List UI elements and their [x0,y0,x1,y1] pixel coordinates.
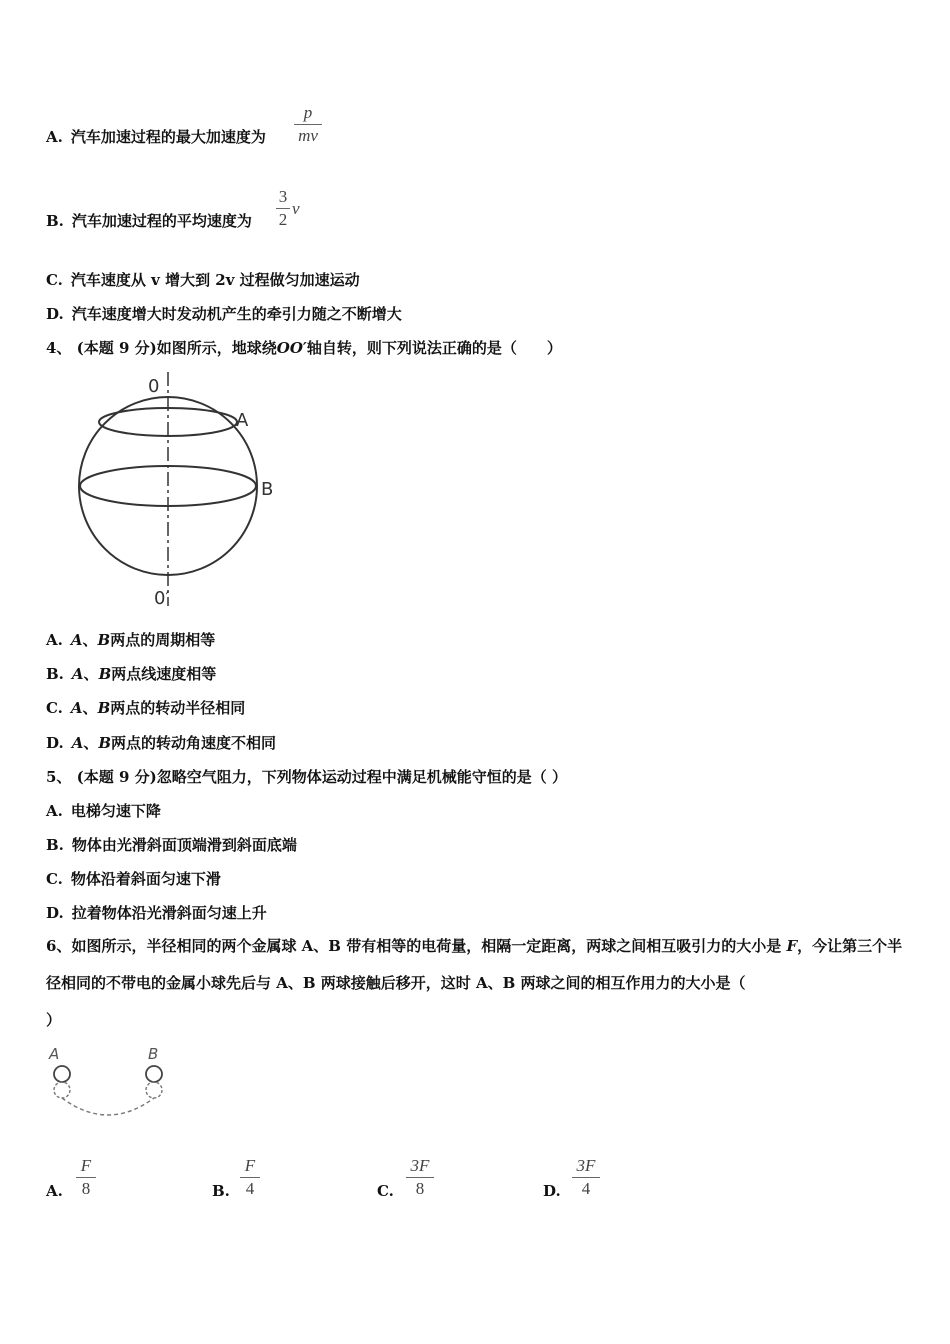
option-label: A. [46,128,63,146]
force-symbol: F [786,937,798,955]
question-number: 6、 [46,937,72,955]
q3-option-c [46,270,360,290]
option-text: 两点的转动半径相同 [110,699,246,717]
q6-option-a-fraction [76,1156,96,1199]
q4-option-c [46,698,245,718]
q5-option-a [46,801,161,821]
fraction-numerator: 3F [576,1156,596,1175]
option-text: 两点线速度相等 [111,665,217,683]
option-text: 汽车加速过程的平均速度为 [71,212,252,230]
option-label: B. [46,836,64,854]
fraction-denominator: 8 [415,1179,425,1198]
sphere-b [146,1066,162,1082]
q3-b-fraction [276,187,290,230]
fraction-numerator: F [244,1156,256,1175]
question-text: ） [46,1011,62,1029]
charged-spheres-figure [44,1042,174,1122]
axis-label: OO′ [276,339,307,357]
fraction-denominator: 4 [581,1179,591,1198]
q3-option-b [46,211,252,231]
q6-stem [46,928,906,1039]
option-label: A. [46,631,63,649]
question-number: 4、 [46,339,72,357]
option-text: 物体沿着斜面匀速下滑 [70,870,221,888]
earth-rotation-figure [70,366,290,616]
axis-bottom-label: 0′ [154,588,170,609]
separator: 、 [82,699,98,717]
q4-stem [46,338,562,358]
question-text: 如图所示，地球绕 [156,339,277,357]
q3-option-a [46,127,266,147]
q4-option-b [46,664,216,684]
fraction-denominator: 2 [278,210,288,229]
q5-option-c [46,869,221,889]
option-text: 两点的周期相等 [110,631,216,649]
q6-option-b-label [212,1181,230,1201]
point-name: B [98,734,112,752]
q5-option-d [46,903,267,923]
fraction-numerator: 3 [278,187,288,206]
fraction-numerator: F [80,1156,92,1175]
point-name: B [98,665,112,683]
third-sphere-path [62,1098,154,1115]
fraction-numerator: 3F [410,1156,430,1175]
option-label: B. [212,1182,230,1200]
option-label: A. [46,1182,63,1200]
question-score: (本题 9 分) [76,768,157,786]
option-label: C. [377,1182,394,1200]
q5-option-b [46,835,297,855]
option-label: D. [543,1182,561,1200]
option-label: B. [46,665,64,683]
question-text: 如图所示，半径相同的两个金属球 A、B 带有相等的电荷量，相隔一定距离，两球之间相互吸引力的大小是 [71,937,782,955]
sphere-b-label: B [148,1045,159,1063]
fraction-denominator: 4 [245,1179,255,1198]
separator: 、 [82,631,98,649]
axis-top-label: 0 [148,376,160,397]
option-label: D. [46,305,64,323]
point-name: B [97,699,111,717]
option-label: D. [46,904,64,922]
sphere-a-label: A [49,1045,60,1063]
point-name: B [97,631,111,649]
point-name: A [71,665,84,683]
separator: 、 [83,734,99,752]
q6-option-c-fraction [406,1156,434,1199]
point-name: A [70,631,83,649]
option-text: 拉着物体沿光滑斜面匀速上升 [71,904,267,922]
option-label: B. [46,212,64,230]
sphere-b-trace [146,1082,162,1098]
q3-a-fraction [294,103,322,146]
q6-option-d-label [543,1181,561,1201]
point-b-label: B [261,479,274,500]
q4-option-a [46,630,215,650]
option-label: C. [46,271,63,289]
point-name: A [70,699,83,717]
option-label: C. [46,699,63,717]
q6-option-b-fraction [240,1156,260,1199]
question-number: 5、 [46,768,72,786]
option-label: D. [46,734,64,752]
separator: 、 [83,665,99,683]
q3-b-velocity: v [292,199,300,218]
point-name: A [71,734,84,752]
option-label: A. [46,802,63,820]
question-text: 忽略空气阻力，下列物体运动过程中满足机械能守恒的是（ ） [156,768,567,786]
option-text: 汽车速度从 v 增大到 2v 过程做匀加速运动 [70,271,360,289]
question-text: 轴自转，则下列说法正确的是（ ） [306,339,562,357]
q5-stem [46,767,567,787]
option-label: C. [46,870,63,888]
option-text: 两点的转动角速度不相同 [111,734,277,752]
question-text: ，今让第三个半径相同的不带电的金属小球先后与 A、B 两球接触后移开，这时 A、B 两球之间的相互作用力的大小是（ [46,937,903,992]
option-text: 汽车速度增大时发动机产生的牵引力随之不断增大 [71,305,402,323]
q6-option-a-label [46,1181,63,1201]
q6-option-c-label [377,1181,394,1201]
option-text: 电梯匀速下降 [70,802,161,820]
option-text: 物体由光滑斜面顶端滑到斜面底端 [71,836,297,854]
fraction-denominator: 8 [81,1179,91,1198]
fraction-numerator: p [303,103,313,122]
fraction-denominator: mv [298,126,318,145]
point-a-label: A [236,410,249,431]
option-text: 汽车加速过程的最大加速度为 [70,128,266,146]
sphere-a-trace [54,1082,70,1098]
q4-option-d [46,733,276,753]
sphere-a [54,1066,70,1082]
q3-option-d [46,304,402,324]
q6-option-d-fraction [572,1156,600,1199]
question-score: (本题 9 分) [76,339,157,357]
